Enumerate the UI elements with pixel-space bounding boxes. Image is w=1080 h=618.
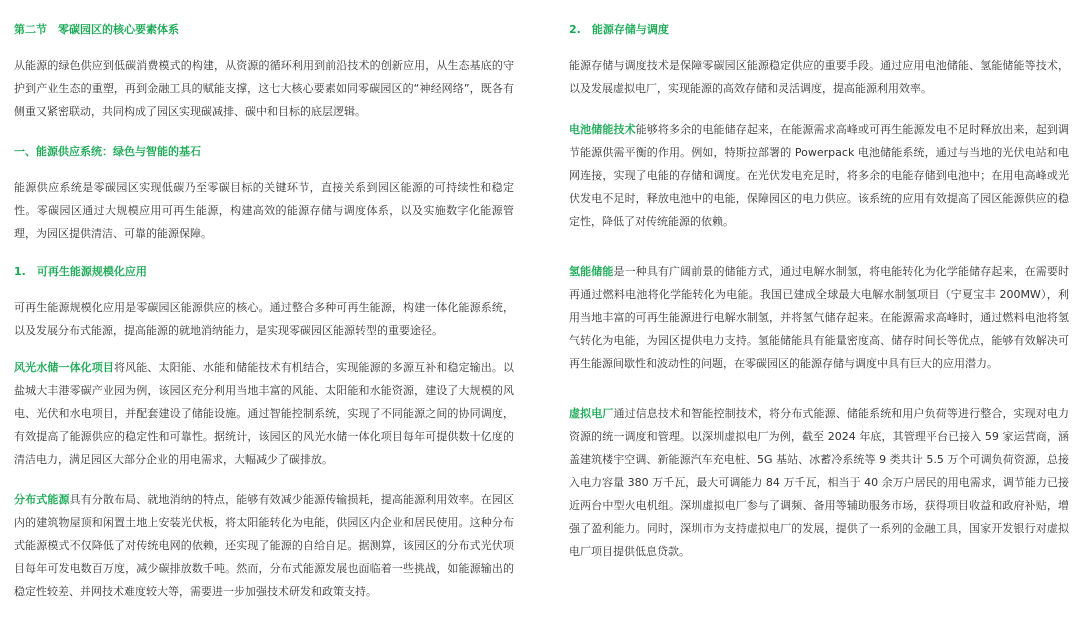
energy-supply-paragraph: 能源供应系统是零碳园区实现低碳乃至零碳目标的关键环节，直接关系到园区能源的可持续性和稳定性。零碳园区通过大规模应用可再生能源，构建高效的能源存储与调度体系，以及实施数字化能源管理，为园区提供清洁、可靠的能源保障。 <box>14 181 514 240</box>
paragraph-body: 将风能、太阳能、水能和储能技术有机结合，实现能源的多源互补和稳定输出。以盐城大丰港零碳产业园为例，该园区充分利用当地丰富的风能、太阳能和水能资源，建设了大规模的风电、光伏和水电项目，并配套建设了储能设施。通过智能控制系统，实现了不同能源之间的协同调度，有效提高了能源供应的稳定性和可靠性。据统计，该园区的风光水储一体化项目每年可提供数十亿度的清洁电力，满足园区大部分企业的用电需求，大幅减少了碳排放。 <box>14 361 515 466</box>
keyword-hydrogen-storage: 氢能储能 <box>569 265 614 278</box>
keyword-battery-storage: 电池储能技术 <box>569 123 636 136</box>
renewable-paragraph: 可再生能源规模化应用是零碳园区能源供应的核心。通过整合多种可再生能源，构建一体化能源系统，以及发展分布式能源，提高能源的就地消纳能力，是实现零碳园区能源转型的重要途径。 <box>14 301 514 337</box>
keyword-distributed-energy: 分布式能源 <box>14 493 70 506</box>
intro-paragraph: 从能源的绿色供应到低碳消费模式的构建，从资源的循环利用到前沿技术的创新应用，从生态基底的守护到产业生态的重塑，再到金融工具的赋能支撑，这七大核心要素如同零碳园区的“神经网络”，既各有侧重又紧密联动，共同构成了园区实现碳减排、碳中和目标的底层逻辑。 <box>14 59 514 118</box>
section-title: 第二节 零碳园区的核心要素体系 <box>14 23 179 36</box>
paragraph-body: 能够将多余的电能储存起来，在能源需求高峰或可再生能源发电不足时释放出来，起到调节能源供需平衡的作用。例如，特斯拉部署的 Powerpack 电池储能系统，通过与当地的光伏电站和电网连接，实现了电能的存储和调度。在光伏发电充足时，将多余的电能存储到电池中；在用电高峰或光伏发电不足时，释放电池中的电能，保障园区的电力供应。该系统的应用有效提高了园区能源供应的稳定性，降低了对传统能源的依赖。 <box>569 123 1070 228</box>
heading-renewable: 1. 可再生能源规模化应用 <box>14 265 147 278</box>
paragraph-body: 是一种具有广阔前景的储能方式，通过电解水制氢，将电能转化为化学能储存起来，在需要时再通过燃料电池将化学能转化为电能。我国已建成全球最大电解水制氢项目（宁夏宝丰 200MW），利用当地丰富的可再生能源进行电解水制氢，并将氢气储存起来。在能源需求高峰时，通过燃料电池将氢气转化为电能，为园区提供电力支持。氢能储能具有能量密度高、储存时间长等优点，能够有效解决可再生能源间歇性和波动性的问题，在零碳园区的能源存储与调度中具有巨大的应用潜力。 <box>569 265 1070 370</box>
heading-storage-dispatch: 2. 能源存储与调度 <box>569 23 669 36</box>
keyword-wind-solar-hydro-storage: 风光水储一体化项目 <box>14 361 115 374</box>
paragraph-body: 通过信息技术和智能控制技术，将分布式能源、储能系统和用户负荷等进行整合，实现对电力资源的统一调度和管理。以深圳虚拟电厂为例，截至 2024 年底，其管理平台已接入 59 家运营商，涵盖建筑楼宇空调、新能源汽车充电桩、5G 基站、冰蓄冷系统等 9 类共计 5.5 万个可调负荷资源，总接入电力容量 380 万千瓦，最大可调能力 84 万千瓦，相当于 40 余万户居民的用电需求，调节能力已接近两台中型火电机组。深圳虚拟电厂参与了调频、备用等辅助服务市场，获得项目收益和政府补贴，增强了盈利能力。同时，深圳市为支持虚拟电厂的发展，提供了一系列的金融工具，国家开发银行对虚拟电厂项目提供低息贷款。 <box>569 407 1070 558</box>
hydrogen-storage-paragraph <box>569 260 1069 375</box>
paragraph-body: 具有分散布局、就地消纳的特点，能够有效减少能源传输损耗，提高能源利用效率。在园区内的建筑物屋顶和闲置土地上安装光伏板，将太阳能转化为电能，供园区内企业和居民使用。这种分布式能源模式不仅降低了对传统电网的依赖，还实现了能源的自给自足。据测算，该园区的分布式光伏项目每年可发电数百万度，减少碳排放数千吨。然而，分布式能源发展也面临着一些挑战，如能源输出的稳定性较差、并网技术难度较大等，需要进一步加强技术研发和政策支持。 <box>14 493 515 598</box>
heading-energy-supply: 一、能源供应系统：绿色与智能的基石 <box>14 145 201 158</box>
virtual-power-plant-paragraph <box>569 402 1069 563</box>
distributed-energy-paragraph <box>14 488 514 603</box>
storage-dispatch-paragraph: 能源存储与调度技术是保障零碳园区能源稳定供应的重要手段。通过应用电池储能、氢能储能等技术，以及发展虚拟电厂，实现能源的高效存储和灵活调度，提高能源利用效率。 <box>569 59 1069 95</box>
keyword-virtual-power-plant: 虚拟电厂 <box>569 407 614 420</box>
wind-solar-hydro-storage-paragraph <box>14 356 514 471</box>
battery-storage-paragraph <box>569 118 1069 233</box>
